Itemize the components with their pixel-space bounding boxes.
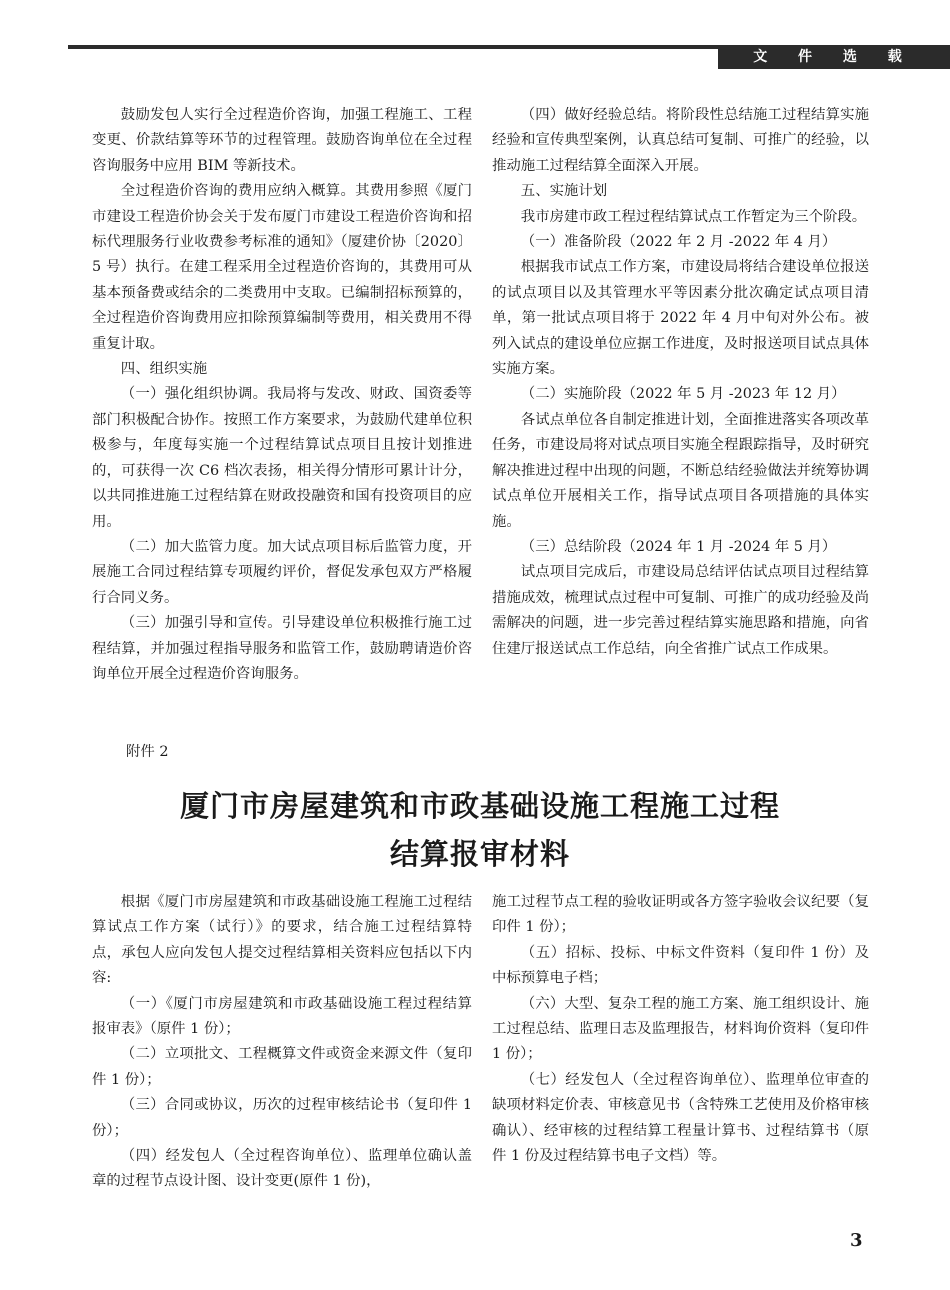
paragraph: 我市房建市政工程过程结算试点工作暂定为三个阶段。 xyxy=(520,208,867,225)
list-item: （一）《厦门市房屋建筑和市政基础设施工程过程结算报审表》（原件 1 份）； xyxy=(92,995,472,1038)
stage-heading: （三）总结阶段（2024 年 1 月 -2024 年 5 月） xyxy=(520,538,837,555)
paragraph: 全过程造价咨询的费用应纳入概算。其费用参照《厦门市建设工程造价协会关于发布厦门市建设工程造价咨询和招标代理服务行业收费参考标准的通知》（厦建价协〔2020〕5 号）执行。在建工程采用全过程造价咨询的，其费用可从基本预备费或结余的二类费用中支取。已编制招标预算的，全过程造价咨询费用应扣除预算编制等费用，相关费用不得重复计取。 xyxy=(92,183,472,352)
paragraph: （三）加强引导和宣传。引导建设单位积极推行施工过程结算，并加强过程指导服务和监管工作，鼓励聘请造价咨询单位开展全过程造价咨询服务。 xyxy=(92,615,472,682)
stage-heading: （一）准备阶段（2022 年 2 月 -2022 年 4 月） xyxy=(520,234,837,251)
title-line-2: 结算报审材料 xyxy=(389,837,570,871)
title-line-1: 厦门市房屋建筑和市政基础设施工程施工过程 xyxy=(179,789,780,823)
list-item: （五）招标、投标、中标文件资料（复印件 1 份）及中标预算电子档； xyxy=(492,944,869,987)
attachment-label: 附件 2 xyxy=(126,744,169,760)
top-left-column xyxy=(92,103,472,687)
bottom-left-column xyxy=(92,890,472,1195)
section-heading: 五、实施计划 xyxy=(520,183,608,200)
list-item: （六）大型、复杂工程的施工方案、施工组织设计、施工过程总结、监理日志及监理报告，材料询价资料（复印件 1 份）； xyxy=(492,995,869,1063)
bottom-right-column xyxy=(492,890,869,1169)
page-number: 3 xyxy=(850,1230,863,1251)
list-item: （三）合同或协议，历次的过程审核结论书（复印件 1 份）； xyxy=(92,1097,472,1139)
list-item: （七）经发包人（全过程咨询单位）、监理单位审查的缺项材料定价表、审核意见书（含特殊工艺使用及价格审核确认）、经审核的过程结算工程量计算书、过程结算书（原件 1 份及过程结算书电子文档）等。 xyxy=(492,1071,869,1165)
top-right-column xyxy=(492,103,869,662)
section-label: 文 件 选 载 xyxy=(718,45,950,69)
list-item: （四）经发包人（全过程咨询单位）、监理单位确认盖章的过程节点设计图、设计变更(原件 1 份)， xyxy=(92,1148,472,1190)
section-heading: 四、组织实施 xyxy=(120,361,208,378)
paragraph: （四）做好经验总结。将阶段性总结施工过程结算实施经验和宣传典型案例，认真总结可复制、可推广的经验，以推动施工过程结算全面深入开展。 xyxy=(492,107,869,174)
paragraph: 根据《厦门市房屋建筑和市政基础设施工程施工过程结算试点工作方案（试行）》的要求，结合施工过程结算特点，承包人应向发包人提交过程结算相关资料应包括以下内容: xyxy=(92,894,472,987)
paragraph: 鼓励发包人实行全过程造价咨询，加强工程施工、工程变更、价款结算等环节的过程管理。鼓励咨询单位在全过程咨询服务中应用 BIM 等新技术。 xyxy=(92,107,472,174)
continuation-text: 施工过程节点工程的验收证明或各方签字验收会议纪要（复印件 1 份）； xyxy=(492,894,869,936)
paragraph: （二）加大监管力度。加大试点项目标后监管力度，开展施工合同过程结算专项履约评价，督促发承包双方严格履行合同义务。 xyxy=(92,538,472,606)
attachment-title xyxy=(80,782,880,878)
list-item: （二）立项批文、工程概算文件或资金来源文件（复印件 1 份）； xyxy=(92,1046,472,1088)
paragraph: （一）强化组织协调。我局将与发改、财政、国资委等部门积极配合协作。按照工作方案要求，为鼓励代建单位积极参与，年度每实施一个过程结算试点项目且按计划推进的，可获得一次 C6 档次表扬，相关得分情形可累计计分，以共同推进施工过程结算在财政投融资和国有投资项目的应用。 xyxy=(92,386,472,530)
paragraph: 各试点单位各自制定推进计划，全面推进落实各项改革任务，市建设局将对试点项目实施全程跟踪指导，及时研究解决推进过程中出现的问题，不断总结经验做法并统筹协调试点单位开展相关工作，指导试点项目各项措施的具体实施。 xyxy=(492,411,869,530)
stage-heading: （二）实施阶段（2022 年 5 月 -2023 年 12 月） xyxy=(520,386,846,403)
paragraph: 试点项目完成后，市建设局总结评估试点项目过程结算措施成效，梳理试点过程中可复制、可推广的成功经验及尚需解决的问题，进一步完善过程结算实施思路和措施，向省住建厅报送试点工作总结，向全省推广试点工作成果。 xyxy=(492,564,869,657)
paragraph: 根据我市试点工作方案，市建设局将结合建设单位报送的试点项目以及其管理水平等因素分批次确定试点项目清单，第一批试点项目将于 2022 年 4 月中旬对外公布。被列入试点的建设单位应据工作进度，及时报送项目试点具体实施方案。 xyxy=(492,259,869,378)
